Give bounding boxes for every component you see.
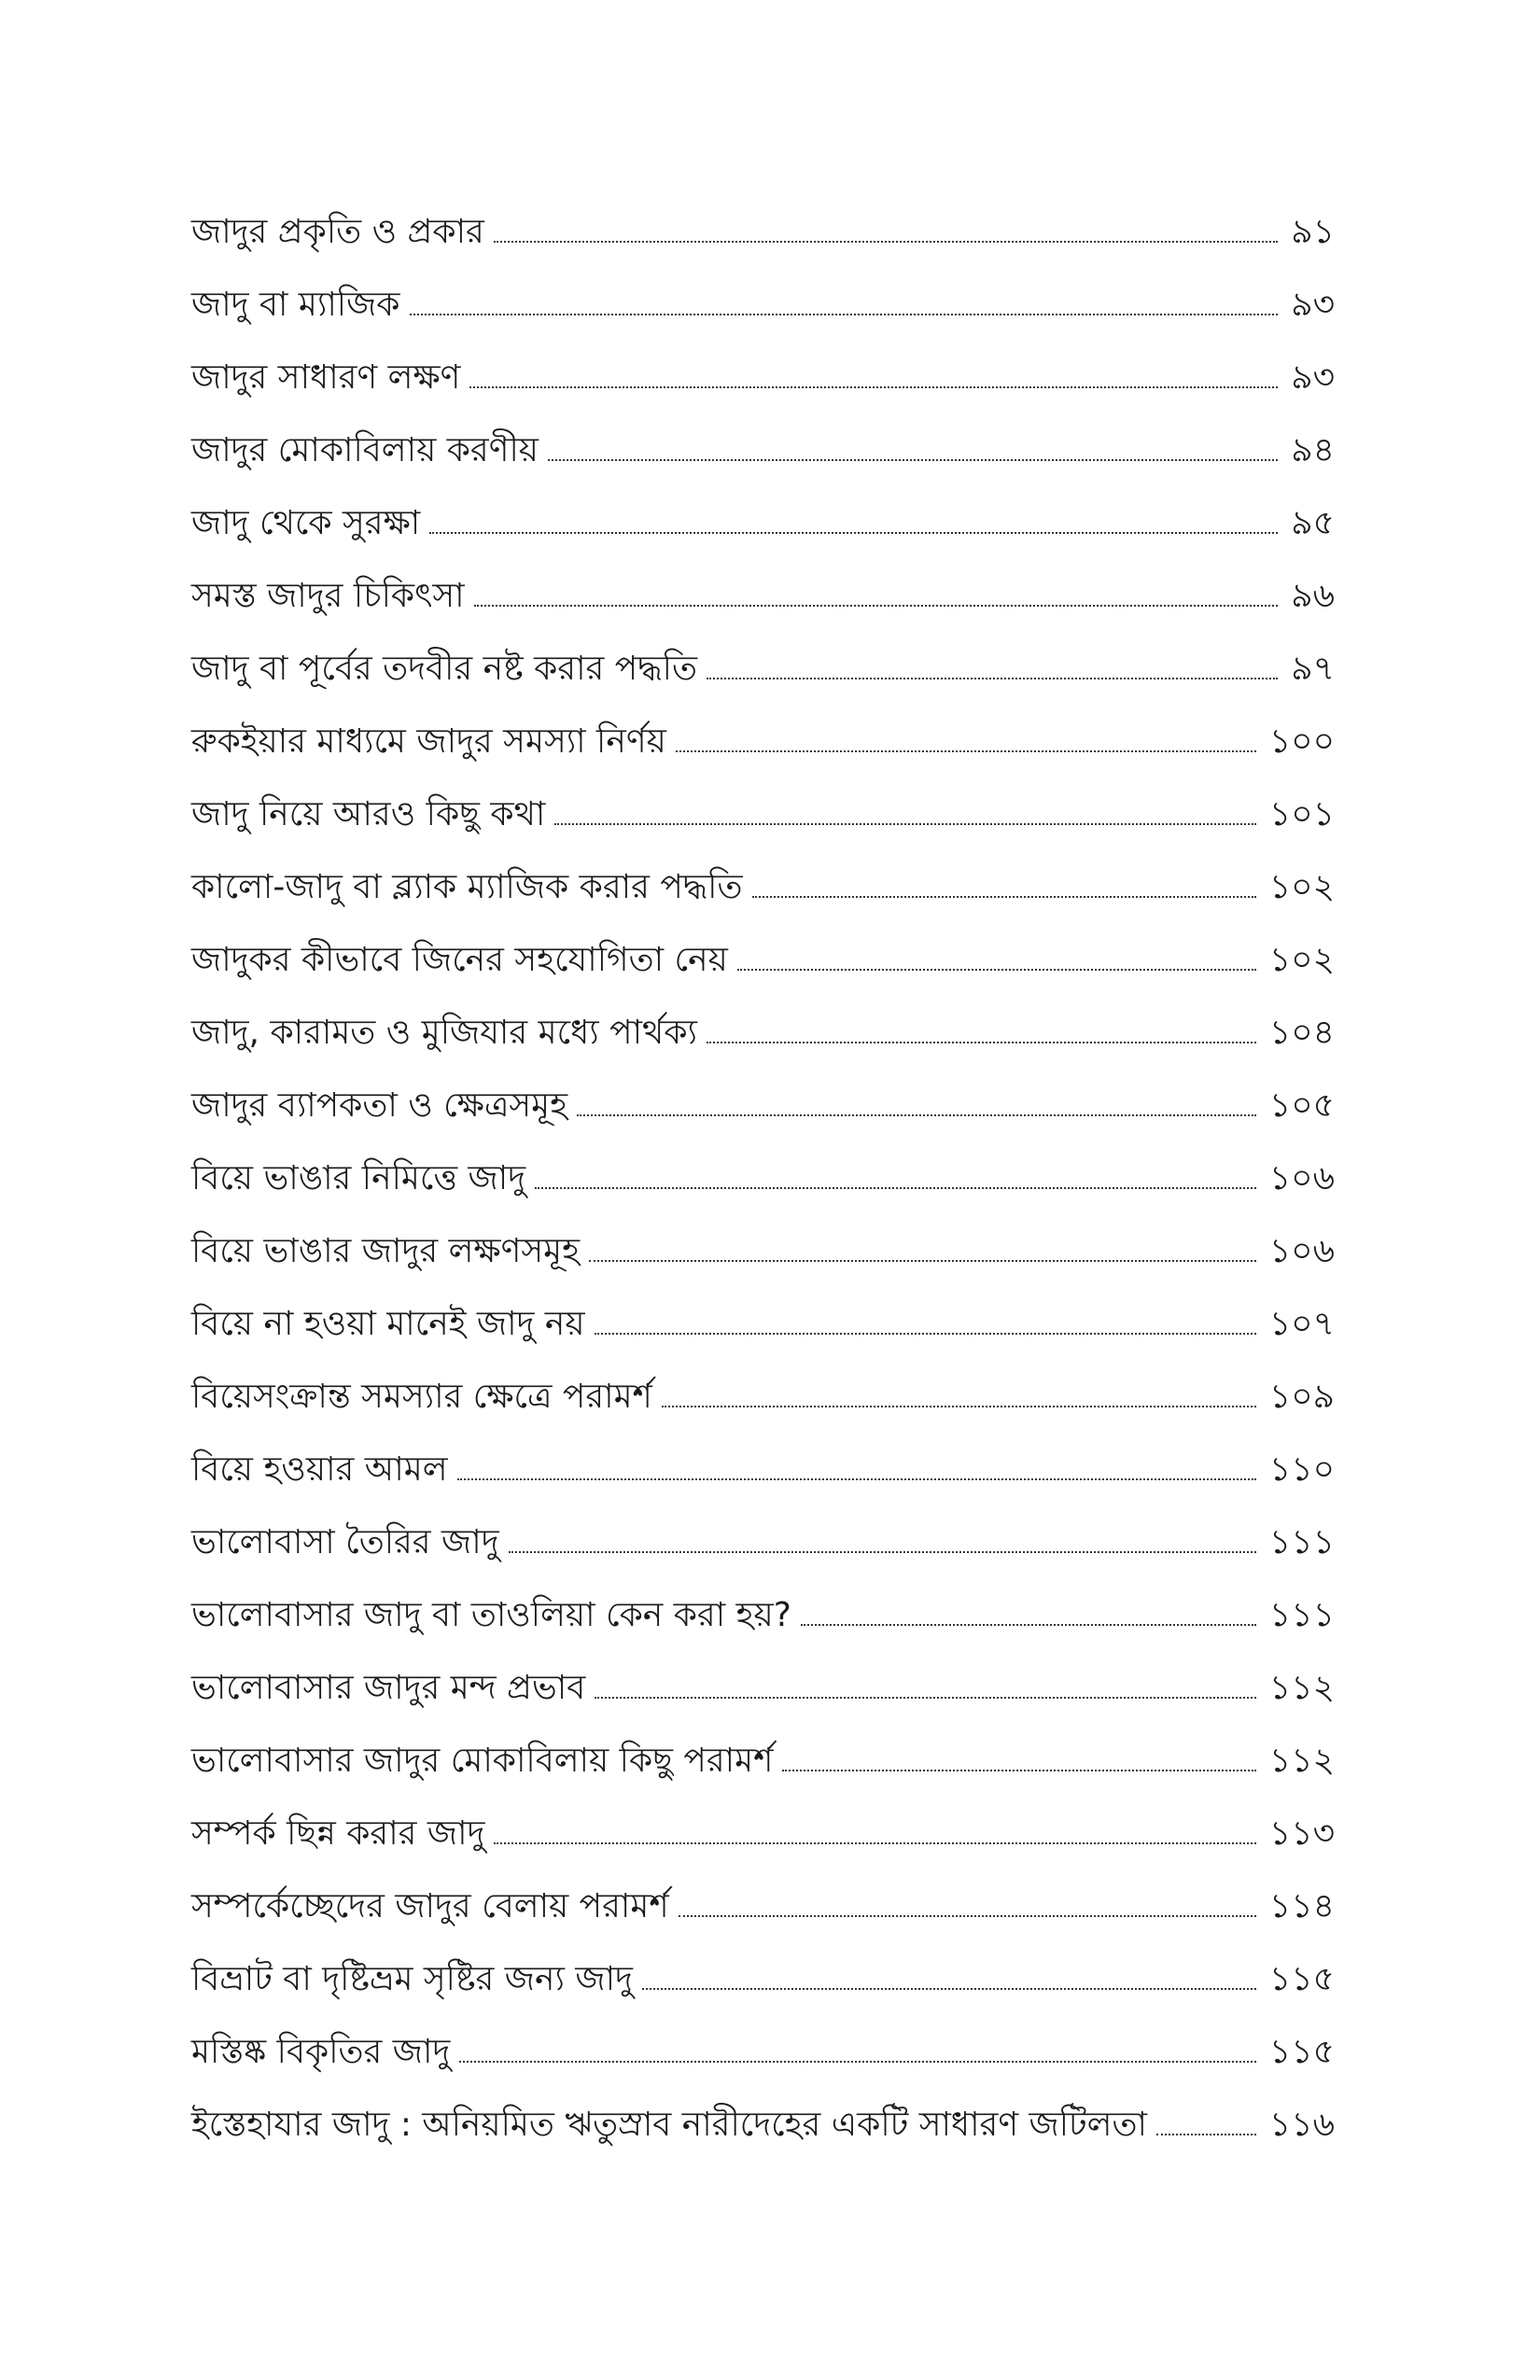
toc-entry-title: মস্তিষ্ক বিকৃতির জাদু [191, 2033, 451, 2071]
toc-entry [191, 1215, 1335, 1288]
dot-leader [595, 1333, 1256, 1335]
toc-entry-title: বিয়ে হওয়ার আমল [191, 1450, 448, 1489]
toc-entry-page: ১০২ [1268, 941, 1335, 979]
toc-entry-page: ৯৬ [1291, 577, 1335, 615]
toc-entry [191, 196, 1335, 269]
toc-entry-page: ১১০ [1268, 1450, 1335, 1489]
dot-leader [457, 1478, 1256, 1480]
toc-entry-page: ১১৩ [1268, 1814, 1335, 1853]
toc-entry-title: ভালোবাসার জাদুর মোকাবিলায় কিছু পরামর্শ [191, 1742, 774, 1780]
toc-entry [191, 851, 1335, 924]
toc-entry-title: জাদুর মোকাবিলায় করণীয় [191, 431, 539, 469]
toc-entry-page: ১১১ [1268, 1523, 1335, 1561]
dot-leader [642, 1988, 1256, 1990]
toc-entry [191, 1142, 1335, 1215]
toc-entry [191, 1434, 1335, 1506]
toc-entry [191, 633, 1335, 706]
dot-leader [595, 1697, 1256, 1699]
toc-entry-title: রুকইয়ার মাধ্যমে জাদুর সমস্যা নির্ণয় [191, 722, 666, 761]
toc-entry-page: ১০৬ [1268, 1159, 1335, 1197]
toc-entry [191, 269, 1335, 342]
toc-entry-title: জাদু বা পূর্বের তদবীর নষ্ট করার পদ্ধতি [191, 650, 697, 688]
dot-leader [469, 386, 1278, 388]
toc-entry-title: জাদু বা ম্যাজিক [191, 286, 400, 324]
toc-entry [191, 706, 1335, 778]
toc-entry [191, 2016, 1335, 2089]
toc-entry [191, 2089, 1335, 2162]
dot-leader [577, 1114, 1256, 1116]
toc-entry-page: ১১৫ [1268, 1960, 1335, 1998]
toc-entry-title: বিয়ে ভাঙার জাদুর লক্ষণসমূহ [191, 1232, 581, 1270]
dot-leader [589, 1260, 1256, 1262]
toc-entry-title: কালো-জাদু বা ব্ল্যাক ম্যাজিক করার পদ্ধতি [191, 868, 743, 906]
toc-entry-page: ১১২ [1268, 1669, 1335, 1707]
toc-entry-page: ৯৩ [1291, 286, 1335, 324]
toc-entry-page: ৯৭ [1291, 650, 1335, 688]
toc-entry-title: সম্পর্কেচ্ছেদের জাদুর বেলায় পরামর্শ [191, 1887, 669, 1925]
dot-leader [679, 1915, 1256, 1917]
toc-entry-page: ১০৭ [1268, 1305, 1335, 1343]
dot-leader [535, 1187, 1256, 1189]
toc-entry-title: ভালোবাসা তৈরির জাদু [191, 1523, 499, 1561]
toc-entry-page: ১০৫ [1268, 1086, 1335, 1125]
toc-entry [191, 1361, 1335, 1434]
toc-entry-page: ১০৯ [1268, 1378, 1335, 1416]
dot-leader [737, 969, 1256, 971]
dot-leader [662, 1406, 1256, 1407]
toc-entry-page: ১১১ [1268, 1596, 1335, 1634]
dot-leader [782, 1770, 1255, 1771]
toc-entry-page: ১১৪ [1268, 1887, 1335, 1925]
toc-entry-page: ১১২ [1268, 1742, 1335, 1780]
toc-entry [191, 1652, 1335, 1725]
toc-entry-page: ১০১ [1268, 795, 1335, 833]
dot-leader [494, 1842, 1255, 1844]
dot-leader [707, 678, 1278, 679]
dot-leader [494, 241, 1278, 243]
toc-entry-page: ১০২ [1268, 868, 1335, 906]
dot-leader [548, 459, 1278, 461]
toc-entry-title: ভালোবাসার জাদুর মন্দ প্রভাব [191, 1669, 586, 1707]
toc-entry-page: ১০০ [1268, 722, 1335, 761]
toc-entry-title: জাদু, কারামত ও মুজিযার মধ্যে পার্থক্য [191, 1014, 697, 1052]
dot-leader [554, 823, 1256, 825]
toc-entry [191, 1870, 1335, 1943]
dot-leader [429, 532, 1278, 534]
toc-entry [191, 924, 1335, 997]
toc-entry [191, 560, 1335, 633]
toc-entry-title: জাদু থেকে সুরক্ষা [191, 504, 421, 542]
toc-entry-title: সমস্ত জাদুর চিকিৎসা [191, 577, 465, 615]
toc-entry-page: ১০৪ [1268, 1014, 1335, 1052]
toc-entry-title: বিয়েসংক্রান্ত সমস্যার ক্ষেত্রে পরামর্শ [191, 1378, 652, 1416]
dot-leader [801, 1624, 1256, 1626]
toc-entry-title: ইস্তেহাযার জাদু : অনিয়মিত ঋতুস্রাব নারীদেহের একটি সাধারণ জটিলতা [191, 2106, 1147, 2144]
toc-entry-title: জাদুর প্রকৃতি ও প্রকার [191, 213, 484, 251]
toc-entry [191, 1798, 1335, 1870]
toc-entry [191, 487, 1335, 560]
toc-entry-title: জাদুকর কীভাবে জিনের সহযোগিতা নেয় [191, 941, 728, 979]
toc-entry-title: বিয়ে না হওয়া মানেই জাদু নয় [191, 1305, 585, 1343]
toc-entry [191, 414, 1335, 487]
toc-entry [191, 1725, 1335, 1798]
toc-entry-page: ৯৩ [1291, 358, 1335, 397]
toc-entry [191, 1579, 1335, 1652]
dot-leader [459, 2061, 1256, 2063]
dot-leader [676, 750, 1256, 752]
toc-entry [191, 1943, 1335, 2016]
toc-entry-page: ১১৫ [1268, 2033, 1335, 2071]
toc-entry [191, 778, 1335, 851]
dot-leader [1156, 2134, 1256, 2135]
toc-entry-title: ভালোবাসার জাদু বা তাওলিয়া কেন করা হয়? [191, 1596, 791, 1634]
toc-entry-title: জাদুর সাধারণ লক্ষণ [191, 358, 461, 397]
dot-leader [410, 314, 1279, 315]
toc-entry [191, 1506, 1335, 1579]
toc-entry [191, 342, 1335, 414]
toc-entry-page: ৯৫ [1291, 504, 1335, 542]
toc-entry-title: সম্পর্ক ছিন্ন করার জাদু [191, 1814, 485, 1853]
dot-leader [707, 1042, 1256, 1043]
toc-entry-page: ১১৬ [1268, 2106, 1335, 2144]
toc-entry-page: ৯৪ [1291, 431, 1335, 469]
toc-entry-page: ৯১ [1291, 213, 1335, 251]
table-of-contents [191, 196, 1335, 2162]
toc-entry [191, 1070, 1335, 1142]
toc-entry [191, 1288, 1335, 1361]
toc-entry-title: জাদুর ব্যাপকতা ও ক্ষেত্রসমূহ [191, 1086, 568, 1125]
dot-leader [752, 896, 1256, 898]
toc-entry-title: বিভ্রাট বা দৃষ্টিভ্রম সৃষ্টির জন্য জাদু [191, 1960, 633, 1998]
dot-leader [509, 1551, 1256, 1553]
toc-entry-page: ১০৬ [1268, 1232, 1335, 1270]
dot-leader [474, 605, 1279, 607]
toc-entry-title: জাদু নিয়ে আরও কিছু কথা [191, 795, 546, 833]
toc-entry-title: বিয়ে ভাঙার নিমিত্তে জাদু [191, 1159, 526, 1197]
toc-entry [191, 997, 1335, 1070]
